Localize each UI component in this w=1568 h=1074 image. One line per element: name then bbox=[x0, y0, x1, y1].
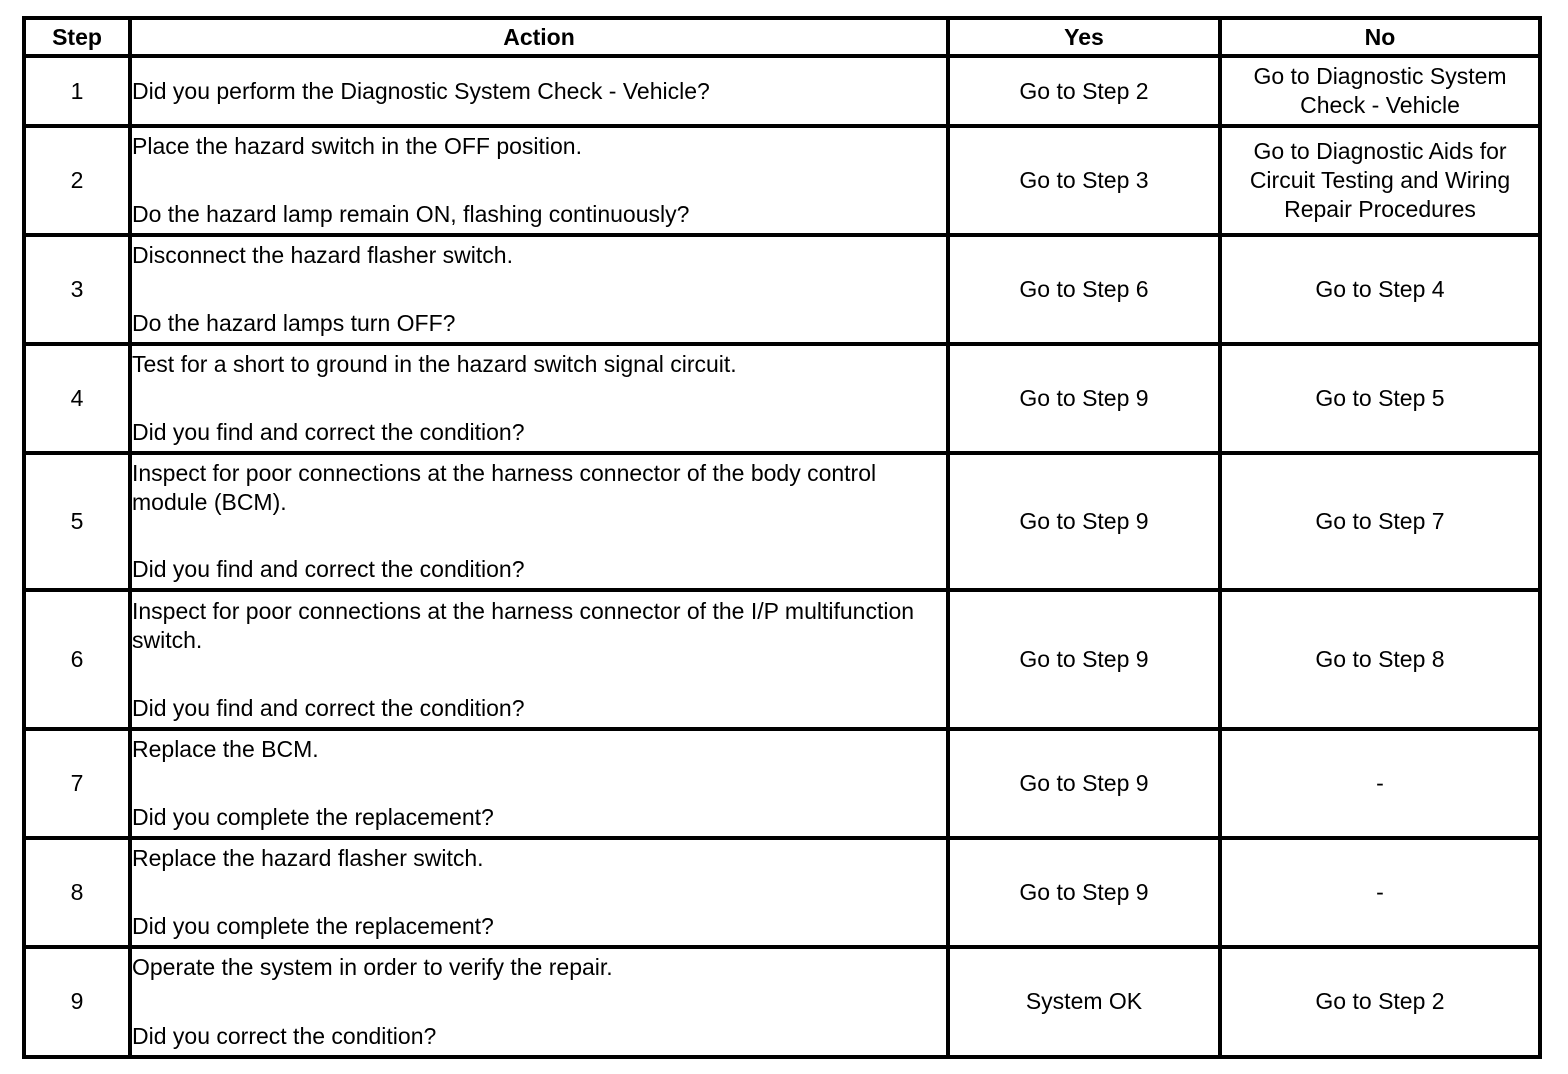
yes-result: Go to Step 2 bbox=[948, 56, 1220, 126]
action-instruction: Inspect for poor connections at the harness connector of the I/P multifunction switch. bbox=[132, 597, 915, 653]
yes-result: Go to Step 9 bbox=[948, 838, 1220, 947]
no-result: Go to Step 4 bbox=[1220, 235, 1540, 344]
header-step: Step bbox=[24, 18, 130, 56]
yes-result: System OK bbox=[948, 947, 1220, 1057]
action-cell bbox=[130, 590, 948, 728]
action-instruction: Inspect for poor connections at the harness connector of the body control module (BCM). bbox=[132, 460, 877, 516]
no-result: Go to Step 7 bbox=[1220, 453, 1540, 590]
step-number: 4 bbox=[24, 344, 130, 453]
header-yes: Yes bbox=[948, 18, 1220, 56]
action-cell bbox=[130, 344, 948, 453]
yes-result: Go to Step 9 bbox=[948, 344, 1220, 453]
step-number: 5 bbox=[24, 453, 130, 590]
action-instruction: Test for a short to ground in the hazard switch signal circuit. bbox=[132, 351, 737, 378]
action-cell bbox=[130, 947, 948, 1057]
no-result: Go to Step 2 bbox=[1220, 947, 1540, 1057]
table-header-row bbox=[24, 18, 1540, 56]
no-result: Go to Diagnostic System Check - Vehicle bbox=[1220, 56, 1540, 126]
action-question: Did you find and correct the condition? bbox=[132, 694, 525, 721]
yes-result: Go to Step 6 bbox=[948, 235, 1220, 344]
step-number: 1 bbox=[24, 56, 130, 126]
step-number: 7 bbox=[24, 729, 130, 838]
step-number: 9 bbox=[24, 947, 130, 1057]
step-number: 6 bbox=[24, 590, 130, 728]
table-row bbox=[24, 729, 1540, 838]
action-instruction: Operate the system in order to verify the repair. bbox=[132, 953, 613, 980]
yes-result: Go to Step 3 bbox=[948, 126, 1220, 235]
action-instruction: Disconnect the hazard flasher switch. bbox=[132, 242, 513, 269]
action-cell bbox=[130, 235, 948, 344]
action-question: Did you correct the condition? bbox=[132, 1022, 437, 1049]
table-row bbox=[24, 838, 1540, 947]
action-cell bbox=[130, 838, 948, 947]
step-number: 2 bbox=[24, 126, 130, 235]
table-row bbox=[24, 947, 1540, 1057]
action-question: Did you complete the replacement? bbox=[132, 912, 494, 939]
action-cell bbox=[130, 453, 948, 590]
no-result: - bbox=[1220, 729, 1540, 838]
table-row bbox=[24, 344, 1540, 453]
header-no: No bbox=[1220, 18, 1540, 56]
no-result: Go to Step 5 bbox=[1220, 344, 1540, 453]
table-row bbox=[24, 126, 1540, 235]
action-cell bbox=[130, 729, 948, 838]
action-instruction: Replace the hazard flasher switch. bbox=[132, 844, 484, 871]
yes-result: Go to Step 9 bbox=[948, 729, 1220, 838]
no-result: - bbox=[1220, 838, 1540, 947]
action-question: Did you find and correct the condition? bbox=[132, 419, 525, 446]
table-row bbox=[24, 235, 1540, 344]
no-result: Go to Diagnostic Aids for Circuit Testing and Wiring Repair Procedures bbox=[1220, 126, 1540, 235]
action-instruction: Replace the BCM. bbox=[132, 735, 319, 762]
action-cell bbox=[130, 126, 948, 235]
diagnostic-table-container bbox=[22, 16, 1538, 1059]
yes-result: Go to Step 9 bbox=[948, 590, 1220, 728]
table-row bbox=[24, 590, 1540, 728]
action-cell bbox=[130, 56, 948, 126]
action-instruction: Place the hazard switch in the OFF position. bbox=[132, 133, 582, 160]
table-row bbox=[24, 453, 1540, 590]
table-row bbox=[24, 56, 1540, 126]
yes-result: Go to Step 9 bbox=[948, 453, 1220, 590]
diagnostic-table bbox=[22, 16, 1542, 1059]
step-number: 3 bbox=[24, 235, 130, 344]
action-question: Do the hazard lamps turn OFF? bbox=[132, 310, 456, 337]
action-question: Did you complete the replacement? bbox=[132, 803, 494, 830]
no-result: Go to Step 8 bbox=[1220, 590, 1540, 728]
step-number: 8 bbox=[24, 838, 130, 947]
action-instruction: Did you perform the Diagnostic System Check - Vehicle? bbox=[132, 77, 710, 104]
header-action: Action bbox=[130, 18, 948, 56]
action-question: Do the hazard lamp remain ON, flashing continuously? bbox=[132, 201, 690, 228]
action-question: Did you find and correct the condition? bbox=[132, 556, 525, 583]
